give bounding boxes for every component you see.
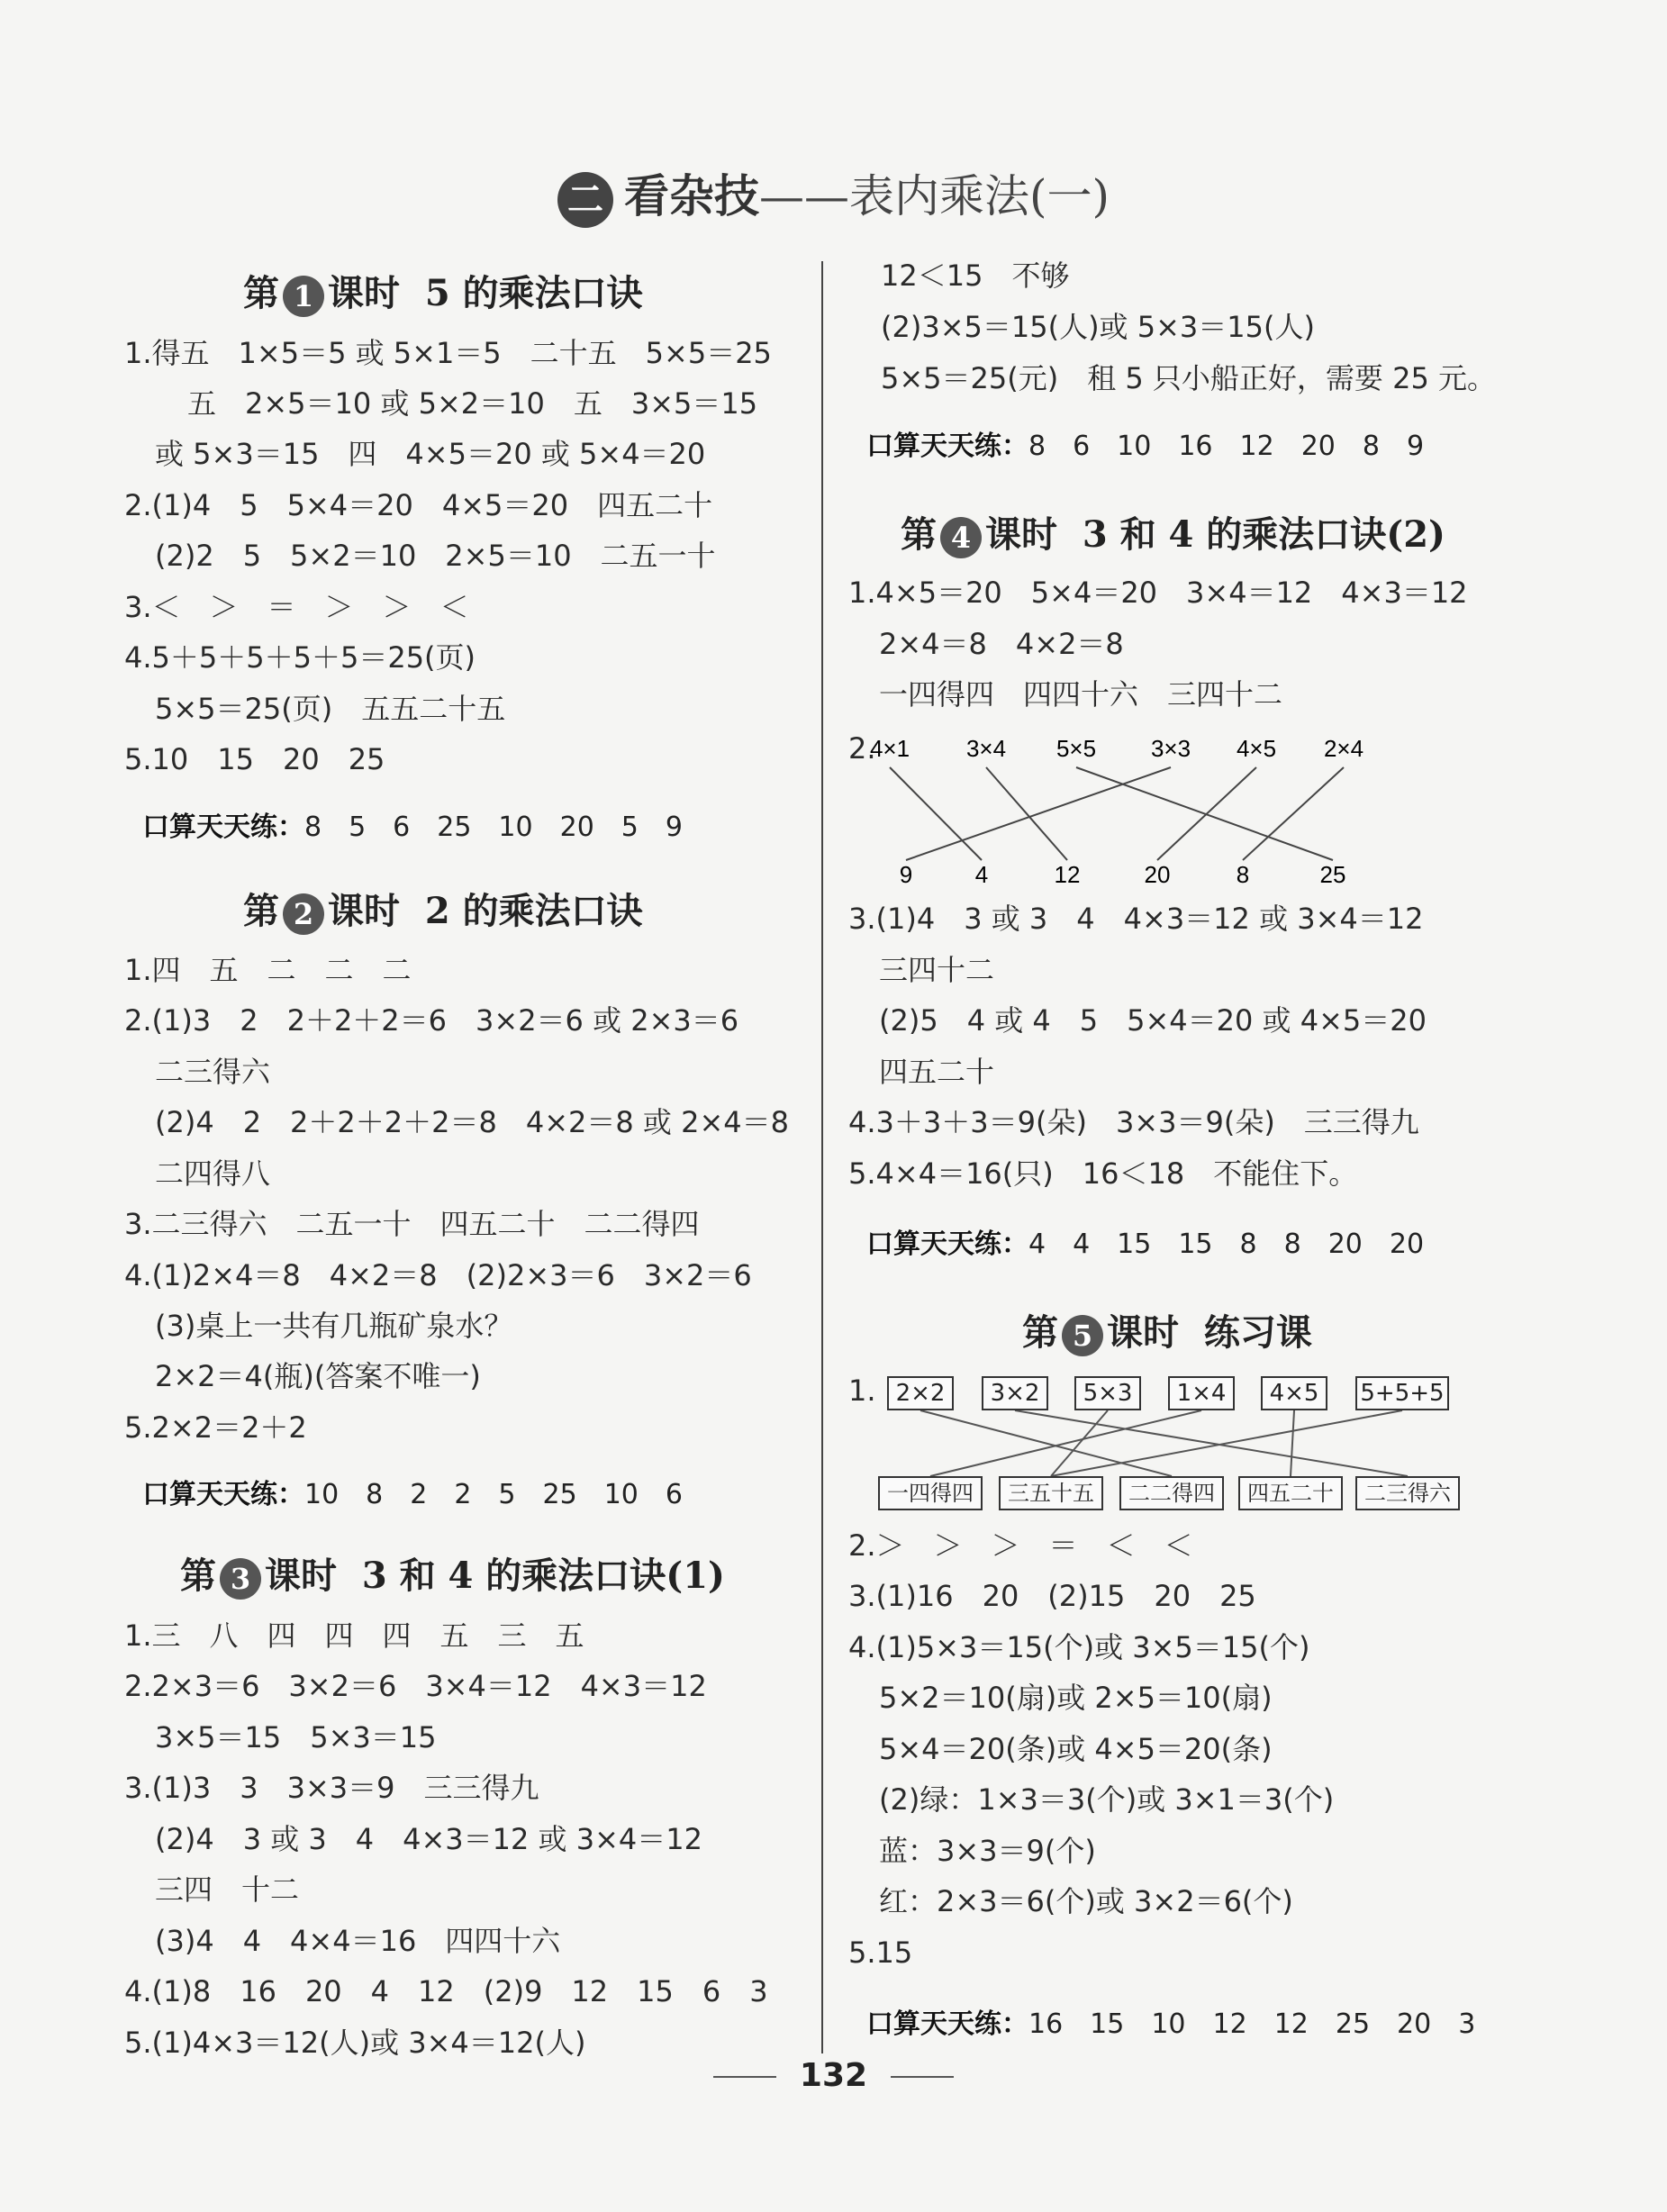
chapter-title [0,160,1667,228]
lesson2-heading: 第 2 课时 2 的乘法口诀 [243,883,643,935]
answer-line: 5×2＝10(扇)或 2×5＝10(扇) [879,1681,1273,1715]
answer-line: 2×2＝4(瓶)(答案不唯一) [155,1359,481,1393]
answer-line: 1.4×5＝20 5×4＝20 3×4＝12 4×3＝12 [848,576,1468,610]
answer-line: 3.(1)3 3 3×3＝9 三三得九 [124,1771,539,1805]
oral-practice: 口算天天练：8 6 10 16 12 20 8 9 [866,431,1425,462]
answer-line: 4.(1)8 16 20 4 12 (2)9 12 15 6 3 [124,1974,768,2008]
oral-practice: 口算天天练：10 8 2 2 5 25 10 6 [142,1479,683,1510]
match-top-box: 5×3 [1074,1376,1141,1410]
answer-line: 2.(1)4 5 5×4＝20 4×5＝20 四五二十 [124,488,713,522]
answer-line: 二四得八 [155,1156,271,1191]
match-top-item: 2×4 [1323,735,1364,762]
answer-line: (2)绿：1×3＝3(个)或 3×1＝3(个) [879,1782,1335,1817]
match-top-box: 2×2 [887,1376,954,1410]
answer-line: 3.(1)4 3 或 3 4 4×3＝12 或 3×4＝12 [848,902,1424,936]
answer-line: 5.10 15 20 25 [124,742,385,776]
match-line [986,767,1067,860]
match-top-item: 4×5 [1236,735,1277,762]
lesson5-heading: 第 5 课时 练习课 [1022,1304,1312,1356]
answer-line: 1.三 八 四 四 四 五 三 五 [124,1618,584,1653]
answer-line: 2×4＝8 4×2＝8 [879,627,1124,661]
answer-line: (2)5 4 或 4 5 5×4＝20 或 4×5＝20 [879,1003,1427,1038]
column-divider [821,261,823,2053]
answer-line: 一四得四 四四十六 三四十二 [879,677,1283,712]
match-top-box: 3×2 [982,1376,1048,1410]
answer-line: (3)4 4 4×4＝16 四四十六 [155,1924,561,1958]
match-top-box: 1×4 [1168,1376,1235,1410]
match-bottom-item: 4 [974,861,989,888]
match-top-item: 5×5 [1055,735,1097,762]
answer-line: 2.(1)3 2 2＋2＋2＝6 3×2＝6 或 2×3＝6 [124,1003,739,1038]
question-number: 2. [848,731,876,766]
answer-line: (2)3×5＝15(人)或 5×3＝15(人) [881,310,1315,344]
lesson1-heading: 第 1 课时 5 的乘法口诀 [243,265,643,317]
match-top-box: 5+5+5 [1355,1376,1449,1410]
match-bottom-item: 20 [1144,861,1171,888]
answer-line: 四五二十 [879,1055,995,1089]
answer-line: 或 5×3＝15 四 4×5＝20 或 5×4＝20 [155,437,706,471]
chapter-main-title: 看杂技 [623,169,759,222]
answer-line: 4.5＋5＋5＋5＋5＝25(页) [124,640,476,675]
answer-line: 5×5＝25(页) 五五二十五 [155,692,506,726]
answer-line: 五 2×5＝10 或 5×2＝10 五 3×5＝15 [187,386,758,421]
answer-line: 4.(1)5×3＝15(个)或 3×5＝15(个) [848,1630,1310,1664]
oral-practice: 口算天天练：8 5 6 25 10 20 5 9 [142,811,683,843]
answer-line: 5.(1)4×3＝12(人)或 3×4＝12(人) [124,2026,586,2060]
match-line [920,1410,1172,1476]
match-bottom-box: 二三得六 [1355,1476,1460,1510]
answer-line: 1.四 五 二 二 二 [124,953,412,987]
match-bottom-box: 四五二十 [1238,1476,1343,1510]
match-top-box: 4×5 [1261,1376,1327,1410]
match-line [1291,1410,1294,1476]
question-number: 1. [848,1373,876,1408]
answer-line: 4.3＋3＋3＝9(朵) 3×3＝9(朵) 三三得九 [848,1105,1419,1139]
answer-line: 2.＞ ＞ ＞ ＝ ＜ ＜ [848,1528,1193,1563]
lesson4-heading: 第 4 课时 3 和 4 的乘法口诀(2) [901,506,1445,558]
answer-line: (2)4 3 或 3 4 4×3＝12 或 3×4＝12 [155,1822,702,1856]
answer-line: 三四十二 [879,953,995,987]
answer-line: 红：2×3＝6(个)或 3×2＝6(个) [879,1884,1293,1918]
answer-line: 5×5＝25(元) 租 5 只小船正好，需要 25 元。 [881,361,1496,395]
match-bottom-item: 12 [1054,861,1081,888]
matching-diagram-1 [865,730,1369,892]
answer-line: 12＜15 不够 [881,258,1070,293]
oral-practice: 口算天天练：16 15 10 12 12 25 20 3 [866,2008,1476,2040]
answer-line: 5×4＝20(条)或 4×5＝20(条) [879,1732,1273,1766]
answer-line: 3×5＝15 5×3＝15 [155,1720,437,1754]
match-top-item: 3×3 [1150,735,1191,762]
match-bottom-box: 一四得四 [878,1476,983,1510]
answer-line: (2)4 2 2＋2＋2＋2＝8 4×2＝8 或 2×4＝8 [155,1105,789,1139]
page-number: 132 [0,2057,1667,2094]
answer-line: (3)桌上一共有几瓶矿泉水？ [155,1309,513,1343]
match-line [890,767,982,860]
answer-line: 三四 十二 [155,1872,300,1907]
answer-line: 5.4×4＝16(只) 16＜18 不能住下。 [848,1156,1358,1191]
match-line [930,1410,1201,1476]
match-top-item: 4×1 [869,735,911,762]
answer-line: 3.(1)16 20 (2)15 20 25 [848,1579,1256,1613]
answer-line: 4.(1)2×4＝8 4×2＝8 (2)2×3＝6 3×2＝6 [124,1258,752,1292]
answer-line: 3.＜ ＞ ＝ ＞ ＞ ＜ [124,590,469,624]
match-line [1157,767,1256,860]
answer-line: 5.15 [848,1936,913,1970]
chapter-number-badge: 二 [557,172,613,228]
match-top-item: 3×4 [965,735,1007,762]
match-bottom-item: 9 [899,861,913,888]
match-bottom-item: 25 [1319,861,1346,888]
match-bottom-box: 三五十五 [999,1476,1103,1510]
chapter-subtitle: ——表内乘法(一) [758,170,1110,222]
match-line [906,767,1171,860]
matching-diagram-2 [878,1373,1451,1517]
answer-line: 蓝：3×3＝9(个) [879,1834,1096,1868]
answer-line: (2)2 5 5×2＝10 2×5＝10 二五一十 [155,539,716,573]
answer-line: 3.二三得六 二五一十 四五二十 二二得四 [124,1207,700,1241]
answer-line: 2.2×3＝6 3×2＝6 3×4＝12 4×3＝12 [124,1669,707,1703]
match-bottom-box: 二二得四 [1119,1476,1224,1510]
answer-line: 二三得六 [155,1055,271,1089]
lesson3-heading: 第 3 课时 3 和 4 的乘法口诀(1) [180,1547,725,1600]
answer-line: 5.2×2＝2＋2 [124,1410,307,1445]
oral-practice: 口算天天练：4 4 15 15 8 8 20 20 [866,1228,1425,1260]
answer-line: 1.得五 1×5＝5 或 5×1＝5 二十五 5×5＝25 [124,336,772,370]
match-bottom-item: 8 [1236,861,1250,888]
